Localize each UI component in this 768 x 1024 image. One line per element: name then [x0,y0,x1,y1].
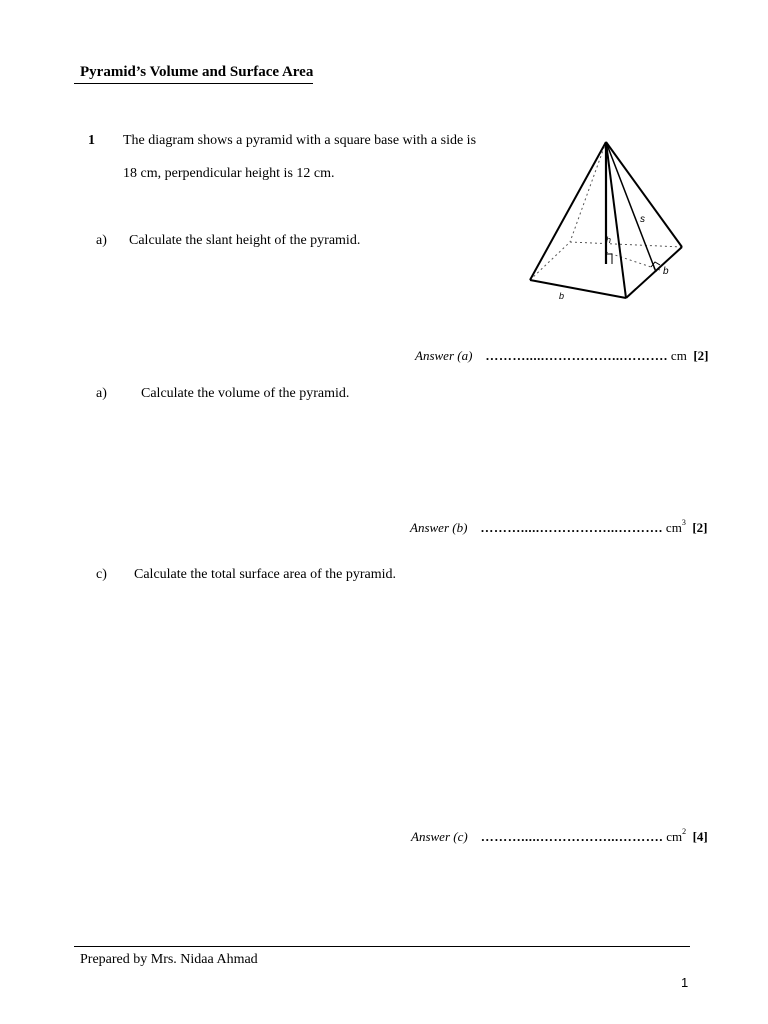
part-label: a) [96,386,107,401]
question-text-line-2: 18 cm, perpendicular height is 12 cm. [123,166,335,181]
part-label: c) [96,567,107,582]
marks: [2] [693,348,709,363]
answer-unit: cm [670,348,687,363]
question-text-line-1: The diagram shows a pyramid with a square base with a side is [123,133,477,148]
answer-line-c [411,829,708,845]
answer-blank: ……….....……………...………. [480,520,663,535]
hidden-base-edge-left [530,242,570,280]
question-number: 1 [88,133,95,148]
answer-blank: ……….....……………...………. [485,348,668,363]
diagram-label-base-front: b [559,291,565,301]
part-text: Calculate the total surface area of the pyramid. [134,567,396,582]
part-label: a) [96,233,107,248]
pyramid-diagram [520,130,695,310]
base-edge-front [530,280,626,298]
diagram-label-base-right: b [663,266,669,277]
answer-label: Answer (c) [411,829,468,844]
lateral-edge-left [530,142,606,280]
answer-line-a [415,348,708,364]
unit-exponent: 3 [681,518,686,527]
diagram-label-height: h [606,235,612,245]
marks: [4] [692,829,708,844]
answer-unit: cm [666,829,683,844]
footer-author: Prepared by Mrs. Nidaa Ahmad [80,952,258,967]
answer-line-b [410,520,707,536]
hidden-lateral-edge [570,142,606,242]
answer-label: Answer (a) [415,348,473,363]
worksheet-title: Pyramid’s Volume and Surface Area [74,64,313,84]
hidden-base-edge-back [570,242,682,247]
part-text: Calculate the volume of the pyramid. [141,386,350,401]
answer-blank: ……….....……………...………. [480,829,663,844]
answer-unit: cm [665,520,682,535]
page-number: 1 [681,975,689,990]
unit-exponent: 2 [682,827,687,836]
diagram-label-slant: s [640,214,645,225]
part-text: Calculate the slant height of the pyramid. [129,233,361,248]
marks: [2] [692,520,708,535]
footer-divider [74,946,690,947]
answer-label: Answer (b) [410,520,468,535]
base-edge-right [626,247,682,298]
